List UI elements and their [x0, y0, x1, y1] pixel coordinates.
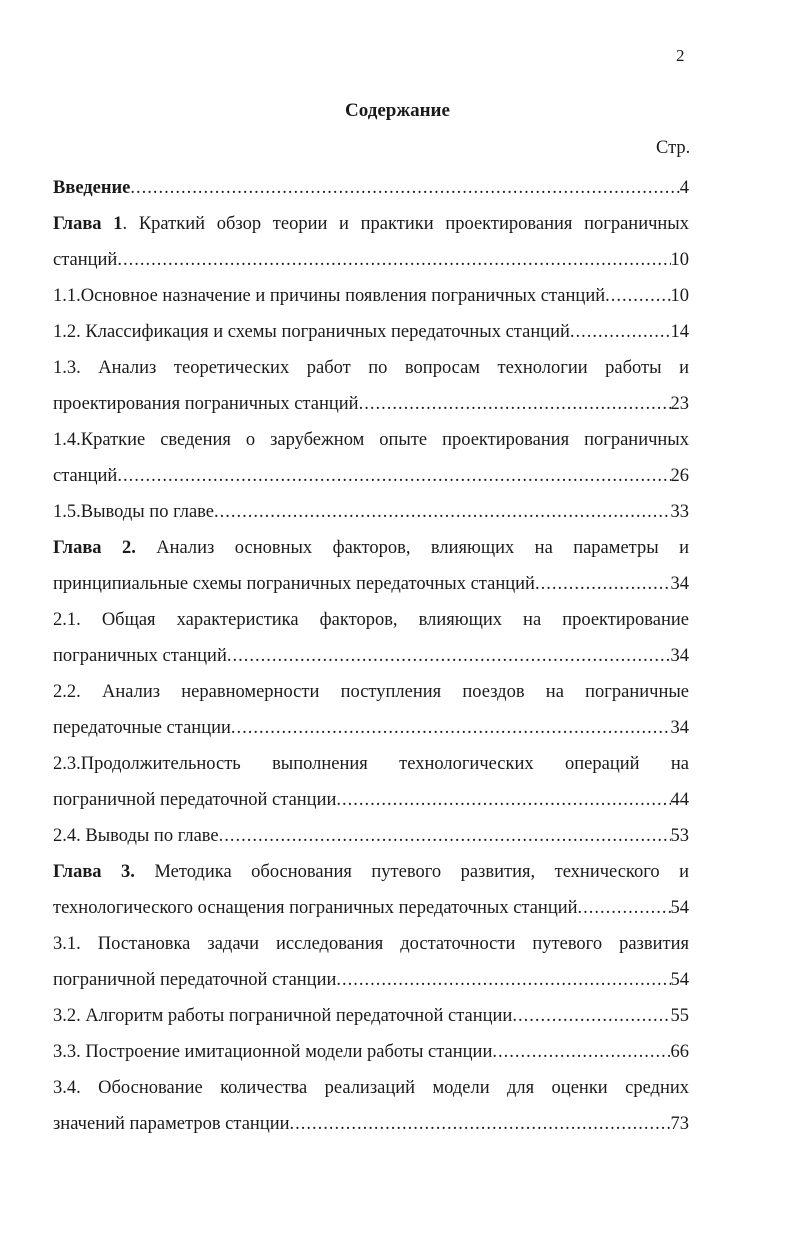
table-of-contents	[53, 170, 689, 1142]
toc-entry-page: 34	[670, 574, 689, 594]
toc-entry-1-4	[53, 422, 689, 458]
toc-entry-chapter-1	[53, 206, 689, 242]
toc-entry-1-3	[53, 350, 689, 386]
toc-entry-text: 1.1.Основное назначение и причины появления пограничных станций	[53, 286, 606, 306]
toc-entry-1-1	[53, 278, 689, 314]
toc-entry-3-2	[53, 998, 689, 1034]
toc-entry-page: 34	[670, 718, 689, 738]
toc-entry-text: 3.2. Алгоритм работы пограничной передаточной станции	[53, 1006, 513, 1026]
toc-entry-page: 54	[670, 970, 689, 990]
toc-entry-page: 54	[670, 898, 689, 918]
toc-entry-text: пограничных станций	[53, 646, 227, 666]
toc-entry-text: технологического оснащения пограничных передаточных станций	[53, 898, 578, 918]
page-number: 2	[676, 46, 685, 65]
toc-entry-text: 1.5.Выводы по главе	[53, 502, 215, 522]
toc-entry-chapter-2	[53, 530, 689, 566]
toc-chapter-label: Глава 2.	[53, 538, 136, 558]
toc-entry-text: пограничной передаточной станции	[53, 970, 337, 990]
toc-entry-text: . Краткий обзор теории и практики проектирования пограничных	[122, 214, 689, 234]
toc-entry-page: 4	[679, 178, 689, 198]
toc-entry-page: 44	[670, 790, 689, 810]
toc-entry-text: Анализ основных факторов, влияющих на параметры и	[135, 538, 689, 558]
toc-entry-2-1-cont	[53, 638, 689, 674]
toc-entry-page: 73	[670, 1114, 689, 1134]
toc-entry-3-4-cont	[53, 1106, 689, 1142]
toc-entry-text: 3.3. Построение имитационной модели работы станции	[53, 1042, 493, 1062]
toc-entry-text: значений параметров станции	[53, 1114, 290, 1134]
toc-entry-text: станций	[53, 250, 118, 270]
toc-entry-page: 53	[670, 826, 689, 846]
toc-entry-text: 2.2. Анализ неравномерности поступления поездов на пограничные	[53, 682, 689, 702]
toc-entry-text: пограничной передаточной станции	[53, 790, 337, 810]
toc-entry-2-2	[53, 674, 689, 710]
toc-entry-chapter-2-cont	[53, 566, 689, 602]
toc-entry-text: 2.4. Выводы по главе	[53, 826, 219, 846]
toc-entry-page: 14	[670, 322, 689, 342]
toc-entry-page: 23	[670, 394, 689, 414]
toc-entry-text: 1.2. Классификация и схемы пограничных передаточных станций	[53, 322, 570, 342]
toc-entry-page: 26	[670, 466, 689, 486]
toc-entry-page: 34	[670, 646, 689, 666]
toc-entry-3-4	[53, 1070, 689, 1106]
toc-entry-2-3-cont	[53, 782, 689, 818]
toc-entry-text: 3.1. Постановка задачи исследования достаточности путевого развития	[53, 934, 689, 954]
toc-entry-text: 2.1. Общая характеристика факторов, влияющих на проектирование	[53, 610, 689, 630]
toc-entry-1-3-cont	[53, 386, 689, 422]
toc-entry-2-4	[53, 818, 689, 854]
toc-entry-label: Введение	[53, 178, 131, 198]
toc-entry-text: 3.4. Обоснование количества реализаций модели для оценки средних	[53, 1078, 689, 1098]
toc-entry-text: 1.3. Анализ теоретических работ по вопросам технологии работы и	[53, 358, 689, 378]
toc-entry-chapter-3	[53, 854, 689, 890]
toc-entry-2-1	[53, 602, 689, 638]
toc-entry-3-1	[53, 926, 689, 962]
toc-entry-2-2-cont	[53, 710, 689, 746]
toc-entry-chapter-1-cont	[53, 242, 689, 278]
toc-entry-text: проектирования пограничных станций	[53, 394, 359, 414]
toc-entry-text: 2.3.Продолжительность выполнения технологических операций на	[53, 754, 689, 774]
toc-entry-text: 1.4.Краткие сведения о зарубежном опыте проектирования пограничных	[53, 430, 689, 450]
toc-entry-text: Методика обоснования путевого развития, технического и	[134, 862, 689, 882]
toc-entry-page: 33	[670, 502, 689, 522]
toc-entry-3-3	[53, 1034, 689, 1070]
toc-entry-text: принципиальные схемы пограничных передаточных станций	[53, 574, 535, 594]
toc-entry-page: 55	[670, 1006, 689, 1026]
toc-entry-page: 10	[670, 250, 689, 270]
toc-entry-3-1-cont	[53, 962, 689, 998]
toc-entry-chapter-3-cont	[53, 890, 689, 926]
toc-entry-text: передаточные станции	[53, 718, 231, 738]
toc-chapter-label: Глава 1	[53, 214, 123, 234]
toc-entry-text: станций	[53, 466, 118, 486]
page-title: Содержание	[345, 100, 450, 121]
toc-chapter-label: Глава 3.	[53, 862, 135, 882]
toc-entry-page: 10	[670, 286, 689, 306]
toc-entry-1-5	[53, 494, 689, 530]
toc-entry-1-2	[53, 314, 689, 350]
toc-entry-page: 66	[670, 1042, 689, 1062]
toc-entry-2-3	[53, 746, 689, 782]
toc-entry-1-4-cont	[53, 458, 689, 494]
page-column-label: Стр.	[656, 138, 691, 158]
toc-entry-introduction	[53, 170, 689, 206]
